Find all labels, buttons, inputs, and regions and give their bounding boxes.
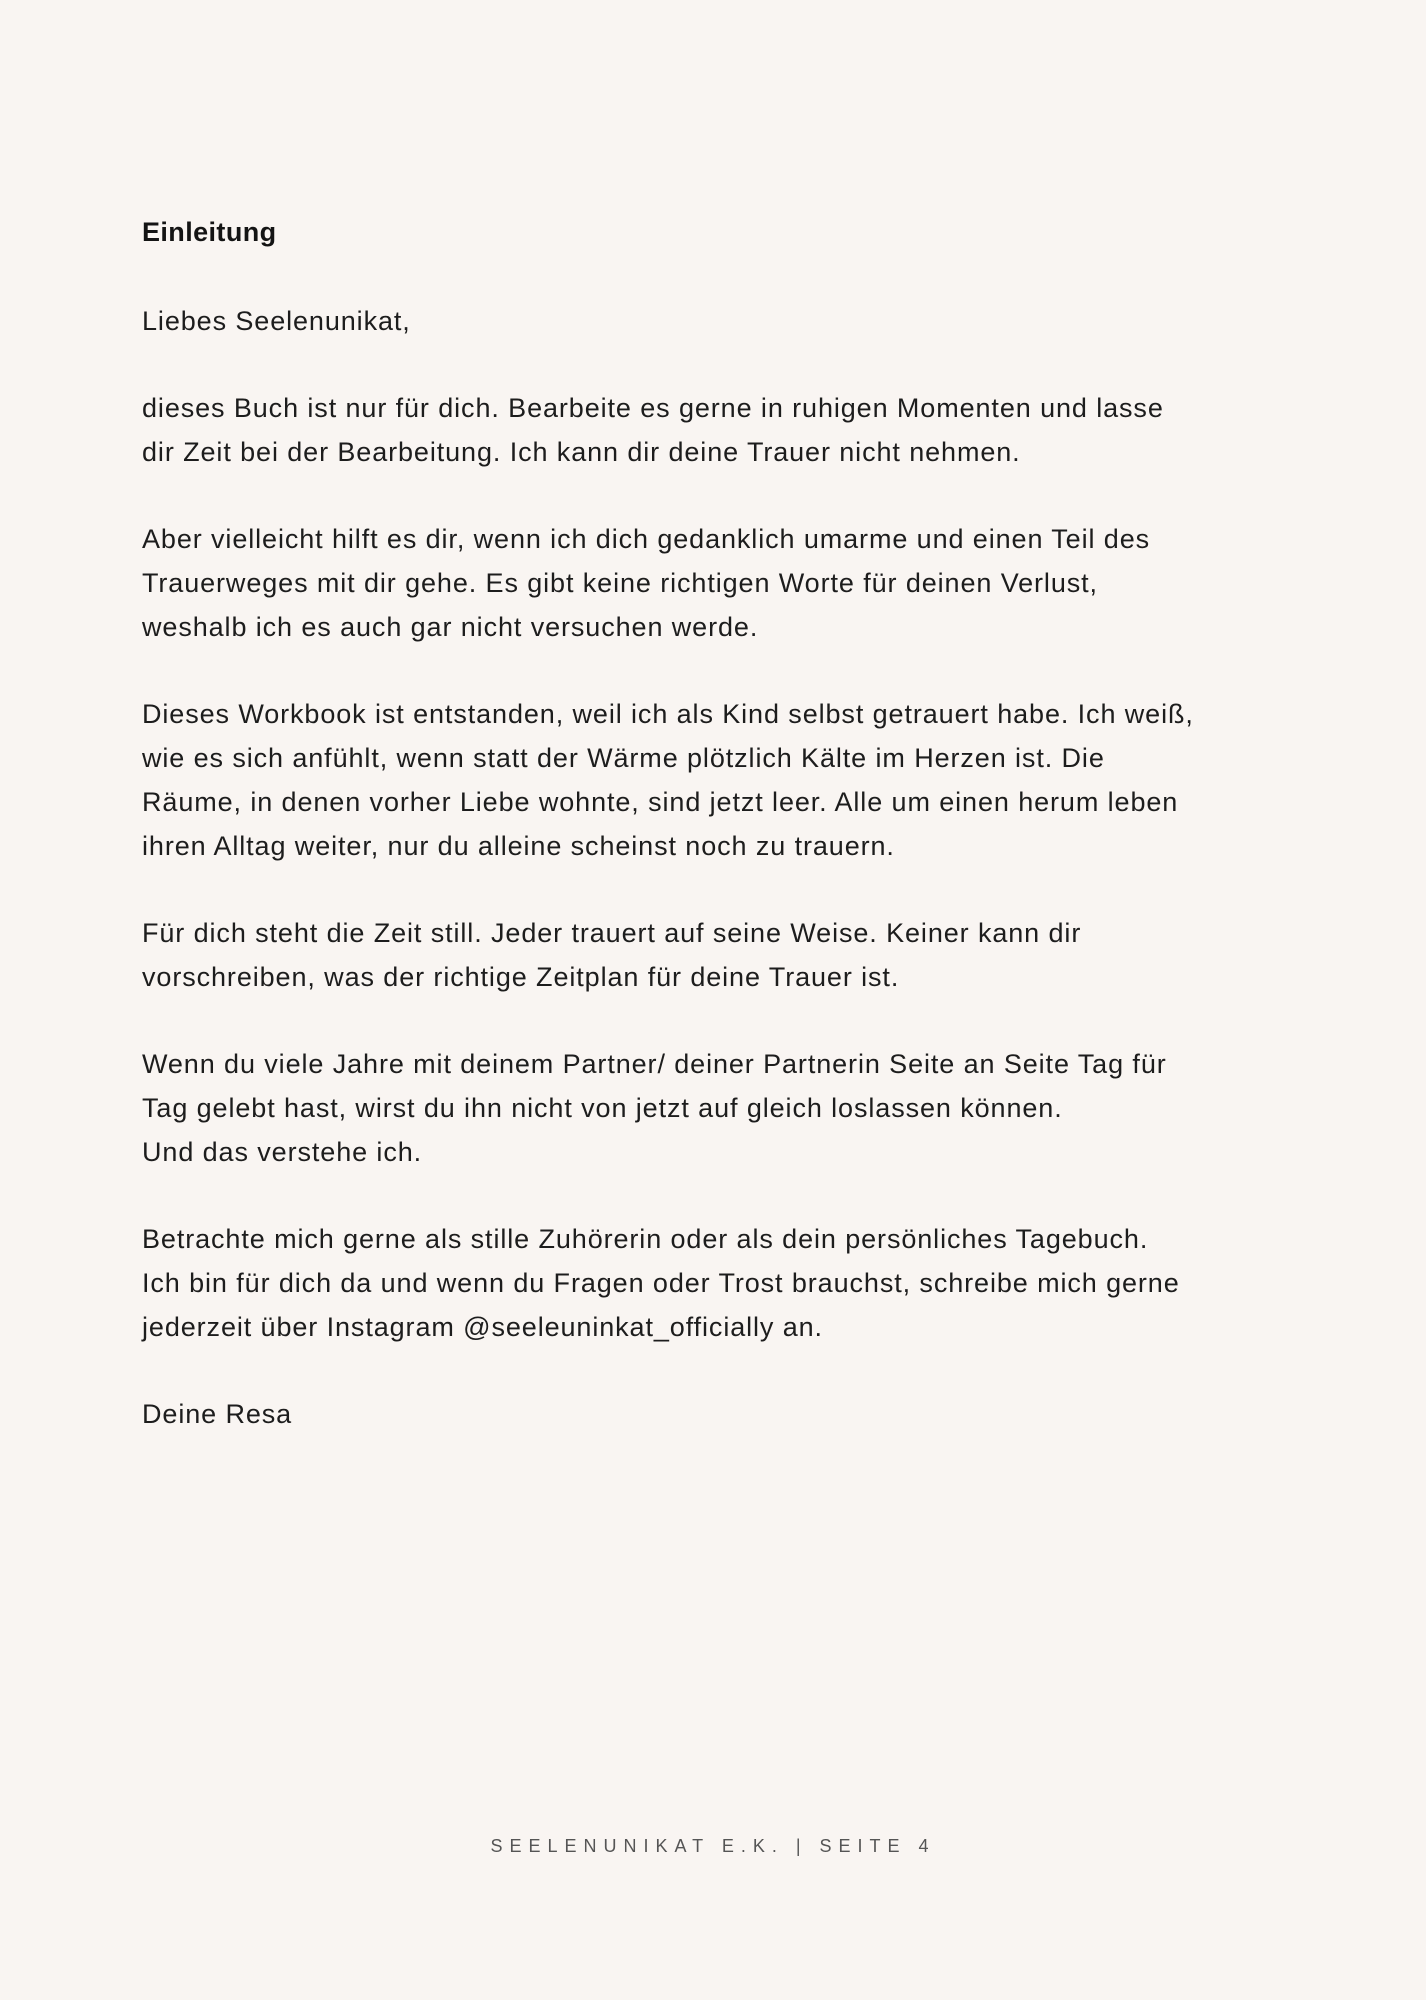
page-content xyxy=(142,212,1302,1479)
paragraph-6: Betrachte mich gerne als stille Zuhörerin oder als dein persönliches Tagebuch. Ich bin für dich da und wenn du Fragen oder Trost brauchst, schreibe mich gerne jederzeit über Instagram @seeleuninkat_officially an. xyxy=(142,1224,1180,1342)
paragraph-2: Aber vielleicht hilft es dir, wenn ich dich gedanklich umarme und einen Teil des Trauerweges mit dir gehe. Es gibt keine richtigen Worte für deinen Verlust, weshalb ich es auch gar nicht versuchen werde. xyxy=(142,524,1151,642)
paragraph-signature: Deine Resa xyxy=(142,1399,293,1429)
page-footer: SEELENUNIKAT E.K. | SEITE 4 xyxy=(490,1836,936,1856)
paragraph-3: Dieses Workbook ist entstanden, weil ich als Kind selbst getrauert habe. Ich weiß, wie es sich anfühlt, wenn statt der Wärme plötzlich Kälte im Herzen ist. Die Räume, in denen vorher Liebe wohnte, sind jetzt leer. Alle um einen herum leben ihren Alltag weiter, nur du alleine scheinst noch zu trauern. xyxy=(142,699,1194,861)
paragraph-4: Für dich steht die Zeit still. Jeder trauert auf seine Weise. Keiner kann dir vorschreiben, was der richtige Zeitplan für deine Trauer ist. xyxy=(142,918,1082,992)
section-heading: Einleitung xyxy=(142,217,277,247)
paragraph-salutation: Liebes Seelenunikat, xyxy=(142,306,411,336)
paragraph-1: dieses Buch ist nur für dich. Bearbeite es gerne in ruhigen Momenten und lasse dir Zeit bei der Bearbeitung. Ich kann dir deine Trauer nicht nehmen. xyxy=(142,393,1164,467)
paragraph-5: Wenn du viele Jahre mit deinem Partner/ deiner Partnerin Seite an Seite Tag für Tag gelebt hast, wirst du ihn nicht von jetzt auf gleich loslassen können. Und das verstehe ich. xyxy=(142,1049,1167,1167)
